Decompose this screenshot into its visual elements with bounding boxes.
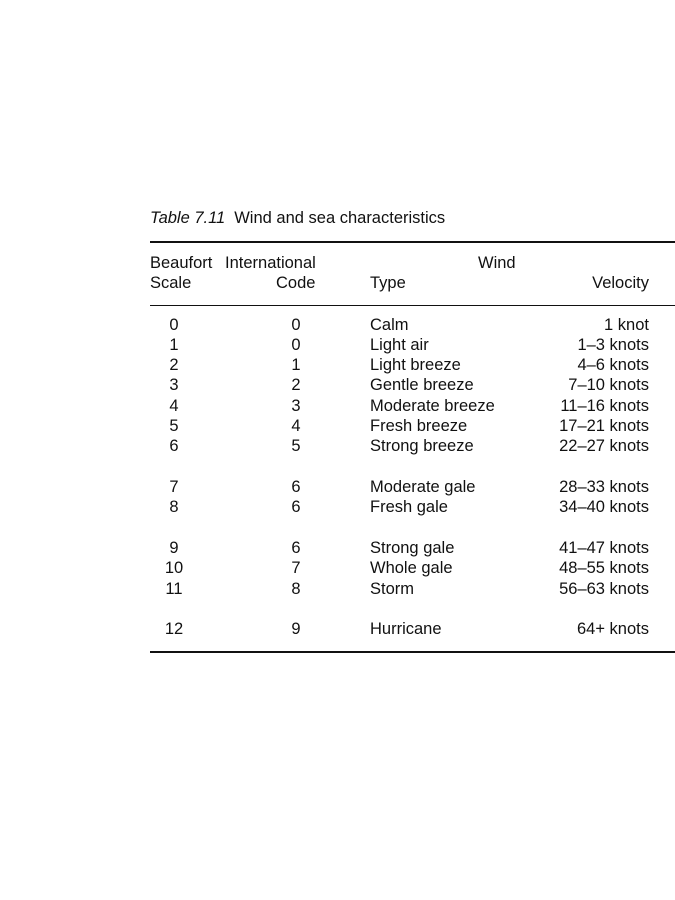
cell-wind-velocity: 22–27 knots [559,437,649,455]
bottom-rule [150,651,675,653]
table-row [0,437,675,457]
table-row [0,417,675,437]
header-scale: Scale [150,274,192,292]
cell-wind-type: Light breeze [370,356,461,374]
cell-wind-type: Moderate breeze [370,397,495,415]
header-velocity: Velocity [592,274,649,292]
cell-scale: 4 [169,397,179,415]
cell-scale: 3 [169,376,179,394]
cell-wind-type: Whole gale [370,559,453,577]
table-row [0,620,675,640]
table-title: Wind and sea characteristics [234,209,446,227]
cell-wind-velocity: 41–47 knots [559,539,649,557]
cell-scale: 1 [169,336,179,354]
cell-code: 7 [291,559,301,577]
table-row [0,376,675,396]
cell-scale: 9 [169,539,179,557]
cell-scale: 12 [164,620,184,638]
cell-wind-type: Calm [370,316,409,334]
table-row [0,356,675,376]
cell-wind-type: Fresh breeze [370,417,468,435]
cell-scale: 11 [165,580,183,598]
cell-wind-velocity: 28–33 knots [559,478,649,496]
cell-wind-type: Light air [370,336,429,354]
table-row [0,478,675,498]
cell-wind-type: Hurricane [370,620,442,638]
cell-scale: 8 [169,498,179,516]
cell-code: 9 [291,620,301,638]
cell-wind-velocity: 56–63 knots [559,580,649,598]
table-row [0,498,675,518]
cell-wind-type: Storm [370,580,415,598]
cell-code: 6 [291,498,301,516]
cell-scale: 0 [169,316,179,334]
table-row [0,559,675,579]
cell-code: 3 [291,397,301,415]
cell-code: 6 [291,478,301,496]
cell-scale: 7 [169,478,179,496]
cell-wind-velocity: 34–40 knots [559,498,649,516]
cell-scale: 2 [169,356,179,374]
cell-wind-velocity: 11–16 knots [560,397,649,415]
header-rule [150,305,675,306]
header-beaufort: Beaufort [150,254,213,272]
header-code: Code [276,274,316,292]
cell-wind-velocity: 1 knot [604,316,649,334]
cell-wind-velocity: 7–10 knots [568,376,649,394]
table-row [0,336,675,356]
cell-code: 8 [291,580,301,598]
header-type: Type [370,274,406,292]
table-row [0,580,675,600]
cell-code: 0 [291,336,301,354]
table-caption [150,209,445,228]
cell-wind-type: Strong gale [370,539,455,557]
cell-wind-velocity: 4–6 knots [577,356,649,374]
cell-wind-velocity: 1–3 knots [577,336,649,354]
top-rule [150,241,675,243]
cell-wind-type: Strong breeze [370,437,474,455]
cell-code: 6 [291,539,301,557]
cell-wind-type: Gentle breeze [370,376,474,394]
header-international: International [225,254,316,272]
cell-code: 4 [291,417,301,435]
cell-wind-type: Moderate gale [370,478,476,496]
table-number: Table 7.11 [150,209,226,227]
cell-scale: 6 [169,437,179,455]
cell-wind-velocity: 48–55 knots [559,559,649,577]
cell-wind-type: Fresh gale [370,498,448,516]
table-row [0,397,675,417]
table-row [0,539,675,559]
cell-scale: 5 [169,417,179,435]
header-wind: Wind [478,254,516,272]
cell-code: 2 [291,376,301,394]
cell-code: 1 [291,356,301,374]
cell-wind-velocity: 64+ knots [576,620,649,638]
cell-wind-velocity: 17–21 knots [559,417,649,435]
cell-code: 0 [291,316,301,334]
cell-scale: 10 [164,559,184,577]
table-row [0,316,675,336]
cell-code: 5 [291,437,301,455]
